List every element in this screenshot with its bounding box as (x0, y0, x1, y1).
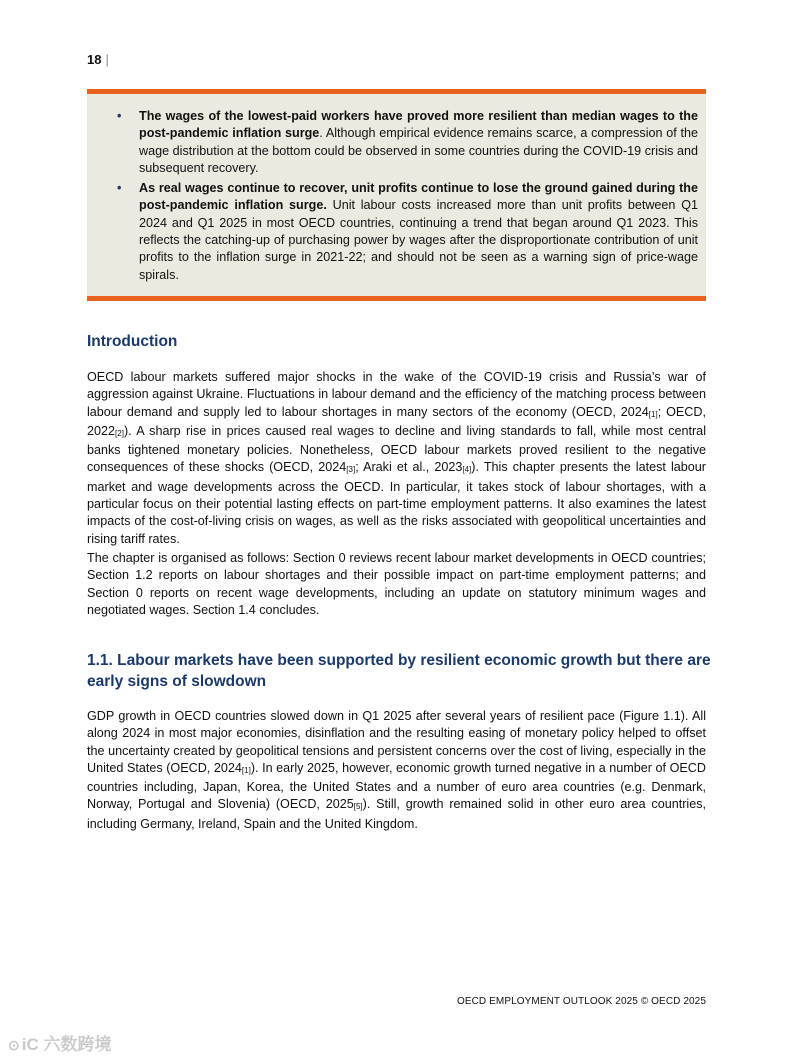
text-run: ). A sharp rise in prices caused real wages to decline and living standards to fall, while most central banks tightened monetary policies. Nonetheless, OECD labour markets proved resilient to the negative consequences of these shocks (OECD, 2024 (87, 423, 706, 475)
introduction-paragraph-1 (87, 369, 706, 548)
section-1-1-paragraph-1 (87, 708, 706, 833)
citation-ref[interactable]: [1] (648, 409, 658, 419)
key-finding-text: Unit labour costs increased more than unit profits between Q1 2024 and Q1 2025 in most OECD countries, continuing a trend that began around Q1 2023. This reflects the catching-up of purchasing power by wages after the disproportionate contribution of unit profits to the inflation surge in 2021-22; and should not be seen as a warning sign of price-wage spirals. (139, 198, 698, 282)
bullet-icon: • (117, 181, 122, 196)
text-run: ). Still, growth remained solid in other euro area countries, including Germany, Ireland, Spain and the United Kingdom. (87, 797, 707, 831)
key-findings-box (87, 89, 706, 301)
key-finding-bold: The wages of the lowest-paid workers have proved more resilient than median wages to the post-pandemic inflation surge (139, 109, 698, 141)
watermark-logo-icon: ⊙ (8, 1037, 20, 1053)
text-run: ; OECD, 2022 (87, 404, 706, 438)
citation-ref[interactable]: [5] (353, 802, 363, 812)
bullet-icon: • (117, 109, 122, 123)
page-number: 18 (87, 52, 102, 67)
key-finding-item (117, 108, 698, 177)
introduction-heading: Introduction (87, 333, 178, 350)
watermark-text: iC 六数跨境 (21, 1035, 112, 1054)
page-footer: OECD EMPLOYMENT OUTLOOK 2025 © OECD 2025 (456, 996, 706, 1007)
citation-ref[interactable]: [1] (241, 765, 251, 775)
key-finding-item (117, 180, 698, 284)
text-run: ). In early 2025, however, economic growth turned negative in a number of OECD countries including, Japan, Korea, the United States and a number of euro area countries (e.g. Denmark, Norway, Portugal and Slovenia) (OECD, 2025 (87, 760, 706, 812)
citation-ref[interactable]: [2] (115, 428, 124, 438)
citation-ref[interactable]: [4] (462, 465, 472, 475)
text-run: GDP growth in OECD countries slowed down in Q1 2025 after several years of resilient pace (Figure 1.1). All along 2024 in most major economies, disinflation and the resulting easing of monetary policy helped to offset the uncertainty created by geopolitical tensions and persistent concerns over the cost of living, especially in the United States (OECD, 2024 (87, 709, 706, 775)
watermark (8, 1030, 111, 1055)
section-1-1-heading: 1.1. Labour markets have been supported by resilient economic growth but there are early signs of slowdown (87, 652, 711, 690)
text-run: OECD labour markets suffered major shocks in the wake of the COVID-19 crisis and Russia’s war of aggression against Ukraine. Fluctuations in labour demand and the efficiency of the matching process between labour demand and supply led to labour shortages in many sectors of the economy (OECD, 2024 (87, 370, 706, 419)
text-run: ; Araki et al., 2023 (355, 460, 463, 475)
header-separator: | (105, 52, 109, 67)
page-header (87, 52, 109, 67)
key-finding-text: . Although empirical evidence remains scarce, a compression of the wage distribution at the bottom could be observed in some countries during the COVID-19 crisis and subsequent recovery. (139, 126, 698, 175)
text-run: ). This chapter presents the latest labour market and wage developments across the OECD. In particular, it takes stock of labour shortages, with a particular focus on their potential lasting effects on part-time employment patterns. It also examines the latest impacts of the cost-of-living crisis on wages, as well as the risks associated with geopolitical uncertainties and rising tariff rates. (87, 460, 706, 546)
citation-ref[interactable]: [3] (346, 465, 356, 475)
key-finding-bold: As real wages continue to recover, unit profits continue to lose the ground gained during the post-pandemic inflation surge. (139, 181, 698, 213)
introduction-paragraph-2: The chapter is organised as follows: Section 0 reviews recent labour market developments in OECD countries; Section 1.2 reports on labour shortages and their possible impact on part-time employment patterns; and Section 0 reports on recent wage developments, including an update on statutory minimum wages and negotiated wages. Section 1.4 concludes. (87, 551, 706, 617)
key-findings-list (87, 94, 706, 284)
